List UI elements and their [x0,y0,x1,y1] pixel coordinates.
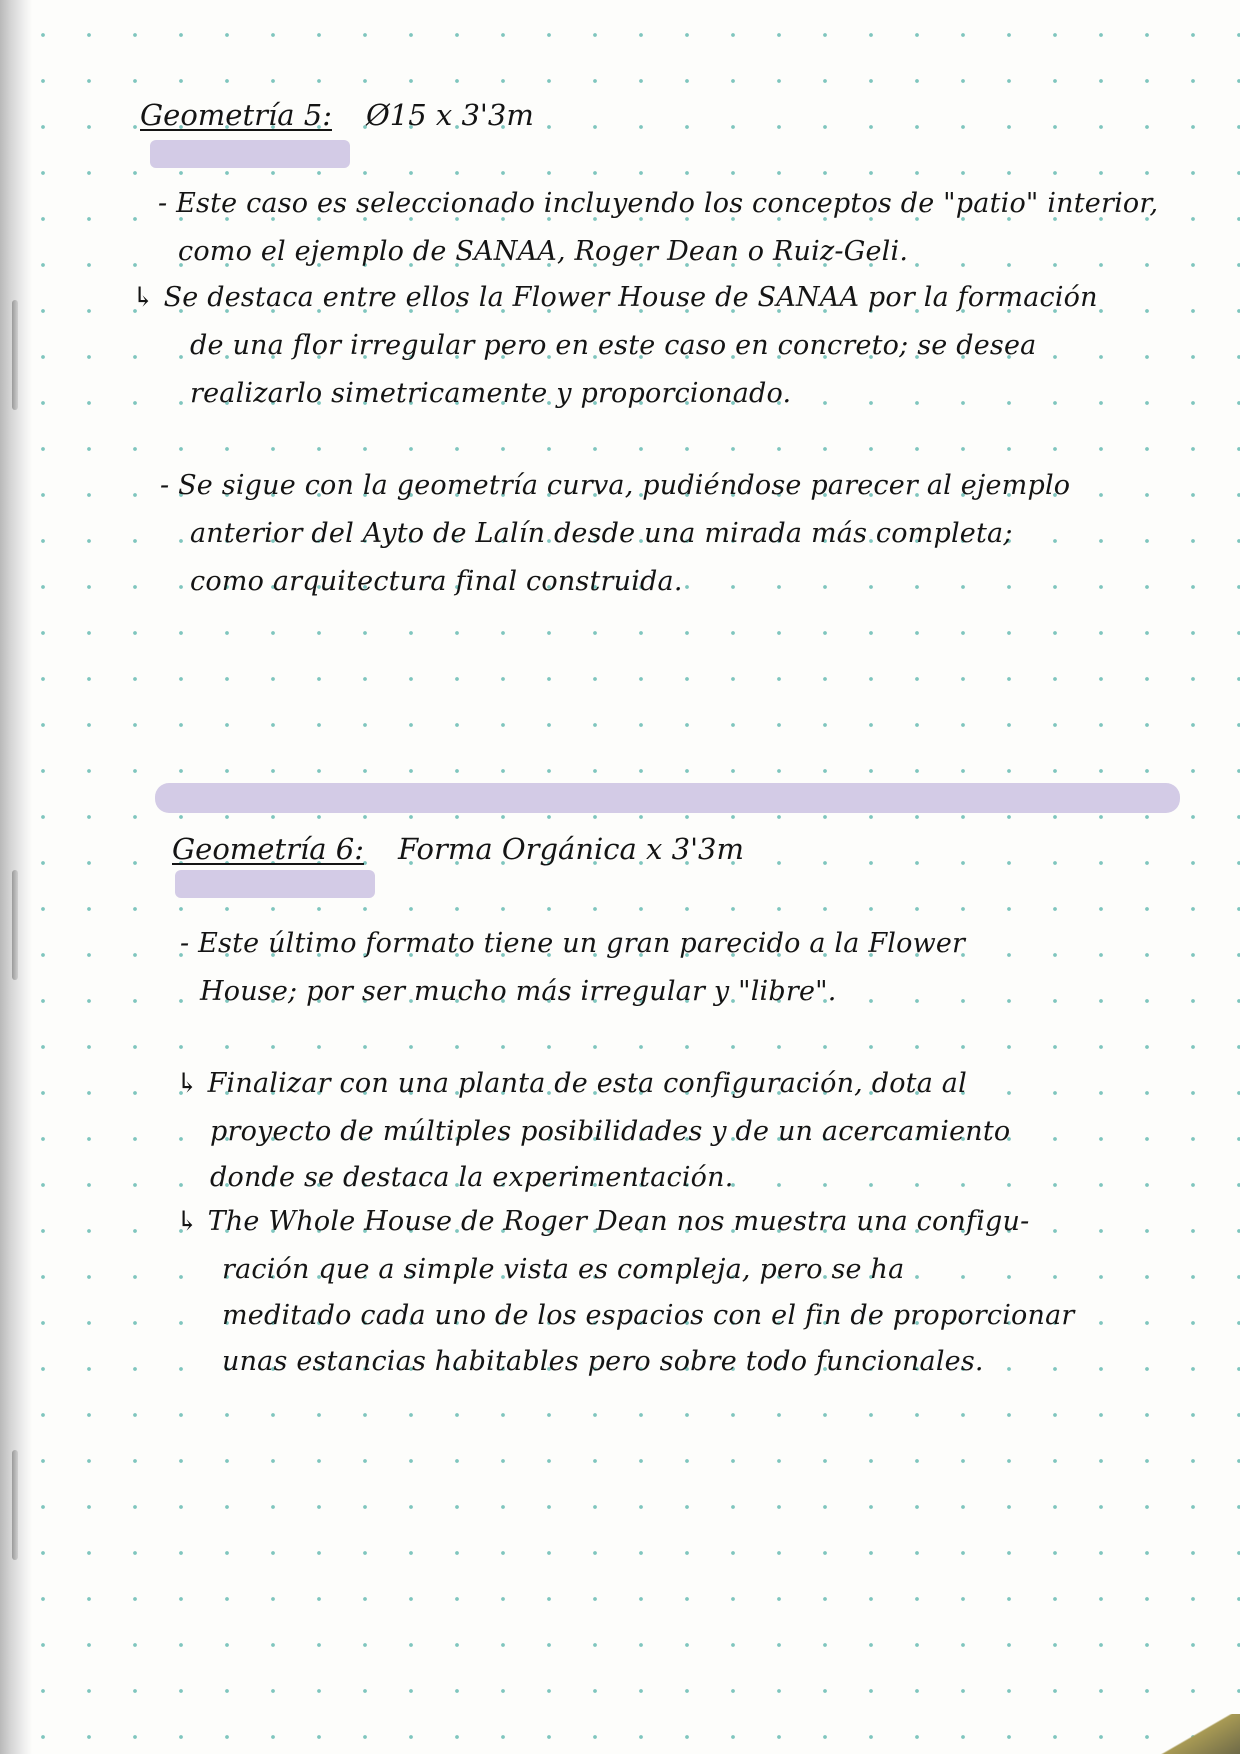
binding-perforation [12,870,18,980]
section-6-heading [172,832,744,866]
binding-perforation [12,1450,18,1560]
section-5-line: como arquitectura final construida. [190,566,683,597]
section-6-heading-value: Forma Orgánica x 3'3m [397,832,744,866]
section-5-line: - Este caso es seleccionado incluyendo los conceptos de "patio" interior, [158,188,1159,219]
section-6-line: donde se destaca la experimentación. [210,1162,734,1193]
section-5-line: ↳ Se destaca entre ellos la Flower House de SANAA por la formación [132,282,1098,313]
section-6-line: proyecto de múltiples posibilidades y de un acercamiento [210,1116,1011,1147]
heading-highlight [175,870,375,898]
section-divider-highlight [155,783,1180,813]
section-6-line: meditado cada uno de los espacios con el fin de proporcionar [222,1300,1075,1331]
heading-highlight [150,140,350,168]
section-5-line: anterior del Ayto de Lalín desde una mirada más completa; [190,518,1013,549]
section-6-line: ración que a simple vista es compleja, pero se ha [222,1254,905,1285]
section-6-line: House; por ser mucho más irregular y "libre". [200,976,837,1007]
section-6-line: - Este último formato tiene un gran parecido a la Flower [180,928,966,959]
section-6-line: unas estancias habitables pero sobre todo funcionales. [222,1346,984,1377]
section-5-heading-label: Geometría 5: [140,98,332,132]
page-corner-shadow [1150,1714,1240,1754]
binding-perforation [12,300,18,410]
section-5-heading-value: Ø15 x 3'3m [365,98,534,132]
section-5-line: como el ejemplo de SANAA, Roger Dean o Ruiz-Geli. [178,236,909,267]
section-5-line: - Se sigue con la geometría curva, pudiéndose parecer al ejemplo [160,470,1071,501]
section-5-line: de una flor irregular pero en este caso en concreto; se desea [190,330,1037,361]
section-5-heading [140,98,534,132]
section-6-line: ↳ Finalizar con una planta de esta configuración, dota al [176,1068,967,1099]
section-5-line: realizarlo simetricamente y proporcionado. [190,378,792,409]
page-binding-edge [0,0,32,1754]
section-6-heading-label: Geometría 6: [172,832,364,866]
section-6-line: ↳ The Whole House de Roger Dean nos muestra una configu- [176,1206,1030,1237]
